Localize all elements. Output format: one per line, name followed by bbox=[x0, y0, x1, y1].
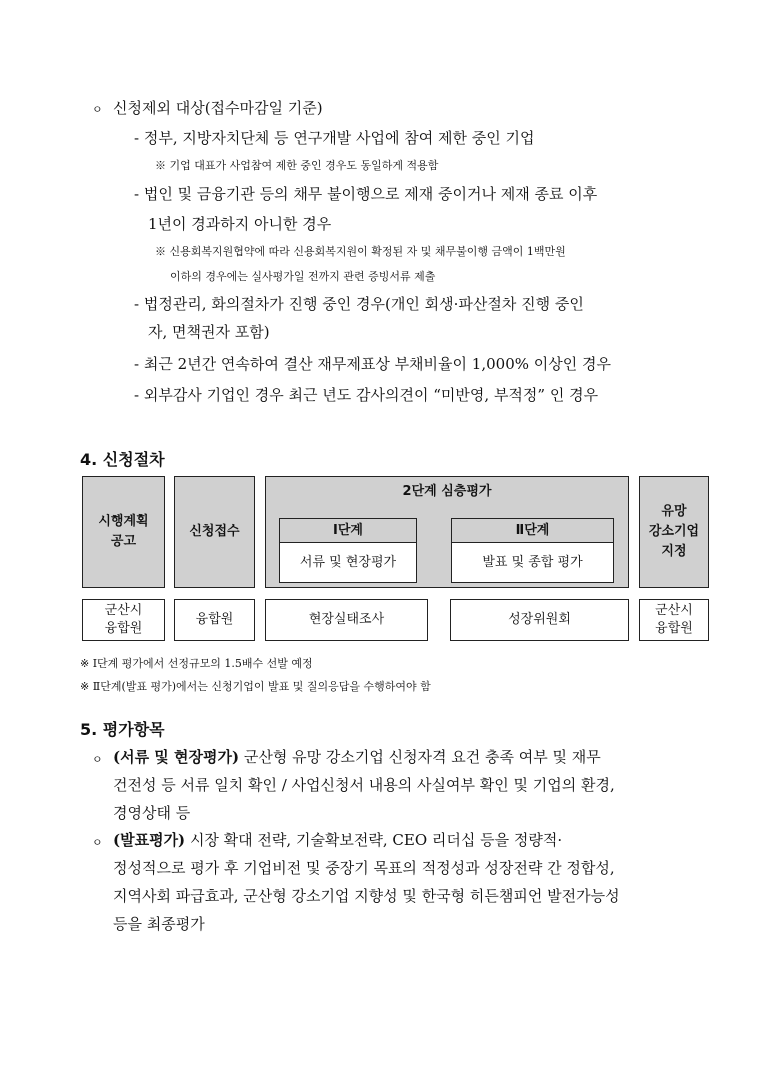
stage2-box bbox=[265, 476, 629, 588]
bullet-circle: ㅇ bbox=[92, 103, 103, 116]
phase1-desc: 서류 및 현장평가 bbox=[299, 555, 397, 570]
exclusion-title: 신청제외 대상(접수마감일 기준) bbox=[113, 99, 323, 117]
exclusion-item-1: - 정부, 지방자치단체 등 연구개발 사업에 참여 제한 중인 기업 bbox=[134, 129, 535, 147]
eval-item-2-label: (발표평가) bbox=[113, 831, 186, 849]
exclusion-note-2: ※ 신용회복지원협약에 따라 신용회복지원이 확정된 자 및 채무불이행 금액이 1백만원 bbox=[155, 245, 566, 258]
section-4-heading: 4. 신청절차 bbox=[80, 450, 165, 469]
phase1-box bbox=[279, 518, 417, 583]
eval-item-1-label: (서류 및 현장평가) bbox=[113, 748, 240, 766]
eval-item-1-line1: (서류 및 현장평가) 군산형 유망 강소기업 신청자격 요건 충족 여부 및 재무 bbox=[113, 748, 601, 766]
designation-box: 유망 강소기업 지정 bbox=[639, 476, 709, 588]
exclusion-item-5: - 외부감사 기업인 경우 최근 년도 감사의견이 “미반영, 부적정” 인 경우 bbox=[134, 386, 599, 404]
agency-box-2: 융합원 bbox=[174, 599, 255, 641]
section-4-note-2: ※ Ⅱ단계(발표 평가)에서는 신청기업이 발표 및 질의응답을 수행하여야 함 bbox=[80, 680, 431, 693]
agency-box-1: 군산시 융합원 bbox=[82, 599, 165, 641]
exclusion-item-2: - 법인 및 금융기관 등의 채무 불이행으로 제재 중이거나 제재 종료 이후 bbox=[134, 185, 598, 203]
phase2-title: Ⅱ단계 bbox=[451, 518, 614, 543]
bullet-circle: ㅇ bbox=[92, 753, 103, 766]
eval-item-2-line2: 정성적으로 평가 후 기업비전 및 중장기 목표의 적정성과 성장전략 간 정합성, bbox=[113, 859, 615, 877]
stage2-title: 2단계 심층평가 bbox=[402, 484, 492, 499]
exclusion-item-3: - 법정관리, 화의절차가 진행 중인 경우(개인 회생·파산절차 진행 중인 bbox=[134, 295, 584, 313]
eval-item-1-line2: 건전성 등 서류 일치 확인 / 사업신청서 내용의 사실여부 확인 및 기업의 환경, bbox=[113, 776, 615, 794]
section-5-heading: 5. 평가항목 bbox=[80, 720, 165, 739]
exclusion-item-2-cont: 1년이 경과하지 아니한 경우 bbox=[148, 215, 332, 233]
phase1-title: Ⅰ단계 bbox=[279, 518, 417, 543]
agency-box-4: 성장위원회 bbox=[450, 599, 629, 641]
announcement-box: 시행계획 공고 bbox=[82, 476, 165, 588]
exclusion-item-3-cont: 자, 면책권자 포함) bbox=[148, 323, 270, 341]
agency-box-5: 군산시 융합원 bbox=[639, 599, 709, 641]
eval-item-2-line4: 등을 최종평가 bbox=[113, 915, 205, 933]
eval-item-1-line3: 경영상태 등 bbox=[113, 804, 191, 822]
eval-item-2-line1: (발표평가) 시장 확대 전략, 기술확보전략, CEO 리더십 등을 정량적· bbox=[113, 831, 563, 849]
exclusion-note-2-cont: 이하의 경우에는 실사평가일 전까지 관련 증빙서류 제출 bbox=[170, 270, 436, 283]
phase2-desc: 발표 및 종합 평가 bbox=[482, 555, 583, 570]
exclusion-item-4: - 최근 2년간 연속하여 결산 재무제표상 부채비율이 1,000% 이상인 경우 bbox=[134, 355, 611, 373]
phase2-box bbox=[451, 518, 614, 583]
bullet-circle: ㅇ bbox=[92, 836, 103, 849]
section-4-note-1: ※ Ⅰ단계 평가에서 선정규모의 1.5배수 선발 예정 bbox=[80, 657, 313, 670]
eval-item-2-line3: 지역사회 파급효과, 군산형 강소기업 지향성 및 한국형 히든챔피언 발전가능성 bbox=[113, 887, 620, 905]
application-box: 신청접수 bbox=[174, 476, 255, 588]
exclusion-note-1: ※ 기업 대표가 사업참여 제한 중인 경우도 동일하게 적용함 bbox=[155, 159, 439, 172]
agency-box-3: 현장실태조사 bbox=[265, 599, 428, 641]
